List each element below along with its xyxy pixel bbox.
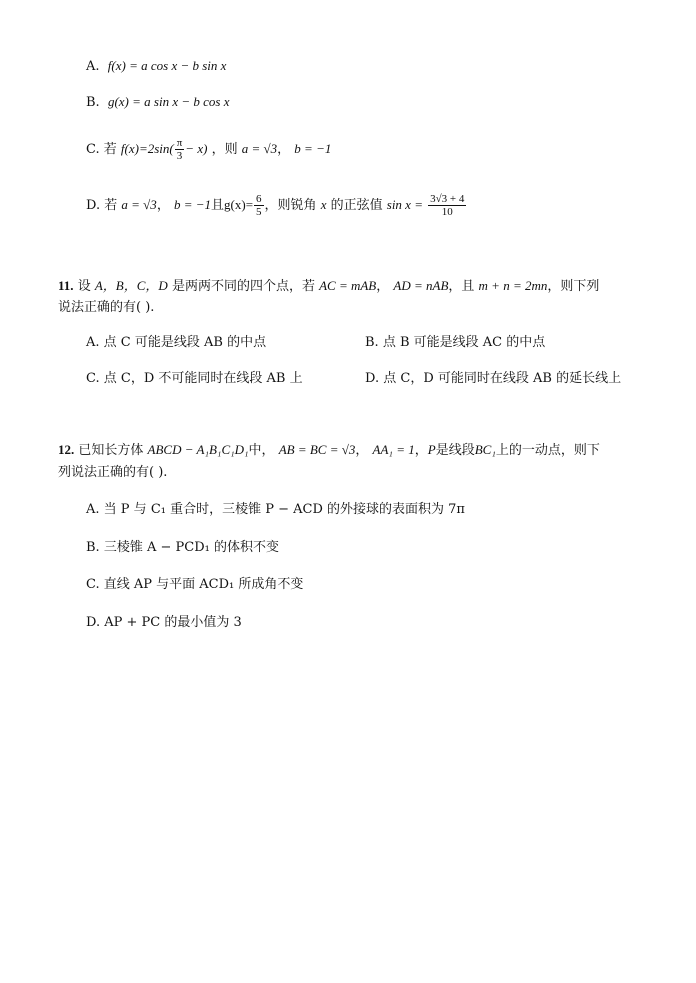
fraction-numerator: π [176,137,183,149]
fraction [175,137,185,162]
question-math: P [427,442,436,457]
option-text: AP + PC 的最小值为 3 [104,615,242,630]
q11-option-c [86,369,303,389]
option-math: b = −1 [173,197,212,212]
option-math: − x) [185,141,208,156]
fraction-denominator: 5 [256,206,262,218]
fraction-denominator: 10 [441,206,453,218]
question-math: AA₁ = 1 [372,442,415,457]
option-math: x [320,197,327,212]
q12-option-a [86,500,465,520]
question-number: 12. [58,442,75,457]
question-text: 已知长方体 [78,443,144,458]
option-math: sin x = [386,197,423,212]
question-text: 是两两不同的四个点，若 [171,279,315,294]
q12-stem-line1 [58,440,600,461]
option-math: g(x)= [224,197,254,212]
option-label: B. [365,335,379,350]
option-math: a = √3 [241,141,278,156]
option-text: ，则 [211,142,238,157]
question-text: 列说法正确的有( ). [58,465,168,480]
q10-option-c [86,137,331,162]
option-text: 点 C 可能是线段 AB 的中点 [103,335,267,350]
question-text: 上的一动点，则下 [495,443,600,458]
vector-equation: AD = nAB [393,278,449,293]
question-math: AB = BC = √3 [278,442,356,457]
fraction [254,193,264,218]
q10-option-a [86,56,226,77]
option-math: f(x) = a cos x − b sin x [107,58,227,73]
vector-equation: AC = mAB [319,278,377,293]
fraction-numerator: 3√3 + 4 [430,193,465,205]
option-math: b = −1 [294,141,332,156]
q11-option-d [365,369,621,389]
question-number: 11. [58,278,74,293]
question-math: ABCD − A₁B₁C₁D₁ [147,442,249,457]
question-math: BC₁ [474,442,496,457]
fraction-denominator: 3 [176,150,183,162]
fraction [428,193,466,218]
fraction-numerator: 6 [256,193,262,205]
separator: ， [376,279,390,294]
option-text: 点 C，D 可能同时在线段 AB 的延长线上 [383,371,622,386]
q12-stem-line2 [58,463,167,483]
question-text: 是线段 [435,443,475,458]
separator: ， [277,142,291,157]
q11-stem-line2 [58,298,154,318]
option-text: 的正弦值 [330,198,383,213]
separator: ， [355,443,369,458]
q11-option-a [86,333,266,353]
q12-option-b [86,538,279,558]
option-label: B. [86,95,100,110]
question-text: 说法正确的有( ). [58,300,155,315]
q12-option-d [86,613,242,633]
separator: ， [156,198,170,213]
option-label: C. [86,371,100,386]
q12-option-c [86,575,303,595]
q11-stem-line1 [58,276,599,297]
question-text: 中， [248,443,275,458]
option-text: ，则锐角 [264,198,317,213]
option-text: 三棱锥 A − PCD₁ 的体积不变 [103,540,279,555]
option-label: A. [86,59,100,74]
question-text: 设 [77,279,91,294]
option-text: 直线 AP 与平面 ACD₁ 所成角不变 [103,577,304,592]
option-label: C. [86,577,100,592]
option-math: g(x) = a sin x − b cos x [107,94,230,109]
option-label: C. [86,142,100,157]
option-label: A. [86,502,100,517]
question-math: m + n = 2mn [478,278,548,293]
option-text: 若 [104,198,118,213]
option-label: D. [365,371,380,386]
option-text: 当 P 与 C₁ 重合时，三棱锥 P − ACD 的外接球的表面积为 7π [103,502,465,517]
option-text: 且 [211,198,225,213]
q10-option-d [86,193,467,218]
option-text: 点 B 可能是线段 AC 的中点 [382,335,546,350]
option-label: D. [86,615,101,630]
option-math: a = √3 [121,197,157,212]
option-math: f(x)=2sin( [120,141,174,156]
option-text: 点 C，D 不可能同时在线段 AB 上 [103,371,303,386]
separator: ， [414,443,428,458]
question-math: A，B，C，D [94,278,168,293]
option-label: B. [86,540,100,555]
q10-option-b [86,92,229,113]
q11-option-b [365,333,545,353]
question-text: ，则下列 [547,279,600,294]
question-text: ，且 [448,279,475,294]
option-label: D. [86,198,101,213]
option-text: 若 [103,142,117,157]
option-label: A. [86,335,100,350]
